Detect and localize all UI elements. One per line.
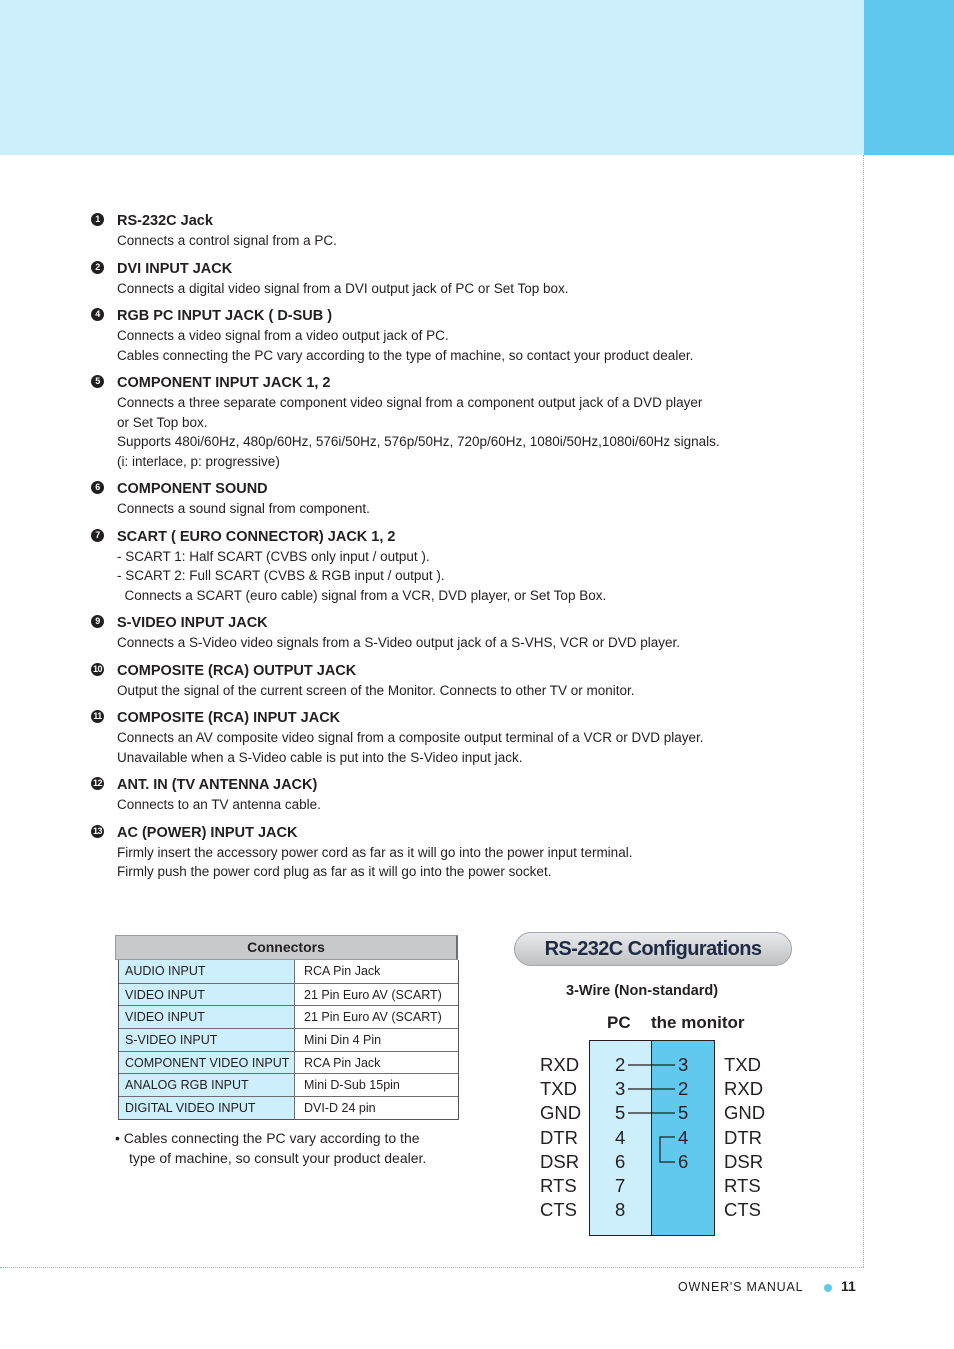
item-description-line: Connects an AV composite video signal from a composite output terminal of a VCR or DVD player. [117, 730, 704, 745]
monitor-pin-number: 6 [678, 1150, 689, 1172]
item-title: SCART ( EURO CONNECTOR) JACK 1, 2 [117, 528, 396, 545]
table-row [119, 983, 458, 1006]
cable-note-line: type of machine, so consult your product dealer. [129, 1149, 427, 1166]
jack-item [90, 527, 790, 606]
monitor-pin-number: 4 [678, 1126, 689, 1148]
item-title: COMPONENT SOUND [117, 481, 268, 497]
jack-item [90, 306, 790, 365]
connector-type-cell: Mini D-Sub 15pin [294, 1074, 458, 1096]
item-description-line: Connects a three separate component video signal from a component output jack of a DVD player [117, 395, 703, 410]
item-number-badge: 5 [91, 375, 104, 388]
item-title: DVI INPUT JACK [117, 260, 233, 277]
item-title: COMPONENT INPUT JACK 1, 2 [117, 375, 331, 391]
pc-pin-number: 7 [615, 1174, 626, 1196]
jack-item [90, 479, 790, 519]
item-description-line: Output the signal of the current screen of the Monitor. Connects to other TV or monitor. [117, 682, 635, 698]
item-description-line: Connects a SCART (euro cable) signal from a VCR, DVD player, or Set Top Box. [117, 587, 607, 603]
jack-item [90, 259, 790, 299]
jack-item [90, 823, 790, 882]
item-description-line: Unavailable when a S-Video cable is put into the S-Video input jack. [117, 749, 523, 765]
jack-item [90, 613, 790, 653]
connector-type-cell: Mini Din 4 Pin [294, 1029, 458, 1051]
item-description-line: Cables connecting the PC vary according to the type of machine, so contact your product dealer. [117, 347, 694, 363]
connector-name-cell: DIGITAL VIDEO INPUT [119, 1097, 294, 1119]
connector-name-cell: ANALOG RGB INPUT [119, 1074, 294, 1096]
pc-signal: DSR [540, 1150, 580, 1172]
monitor-signal: DSR [724, 1150, 764, 1172]
page-border-right [863, 155, 864, 1267]
table-row [119, 1096, 458, 1119]
jack-item [90, 708, 790, 767]
item-description-line: Connects a sound signal from component. [117, 501, 370, 516]
item-number-badge: 10 [92, 663, 102, 674]
pc-pin-number: 2 [615, 1054, 626, 1075]
wire-type-label: 3-Wire (Non-standard) [566, 983, 719, 999]
jack-item [90, 661, 790, 701]
wiring-diagram [620, 1040, 680, 1180]
cable-note-line: • Cables connecting the PC vary according to the [115, 1130, 420, 1146]
connector-name-cell: S-VIDEO INPUT [119, 1029, 294, 1051]
pc-pin-number: 6 [615, 1150, 626, 1172]
jack-item [90, 775, 790, 815]
page-border-bottom [0, 1267, 864, 1268]
connector-name-cell: VIDEO INPUT [119, 984, 294, 1006]
item-title: RS-232C Jack [117, 213, 213, 229]
item-number-badge: 13 [92, 825, 102, 836]
cable-note [115, 1129, 465, 1168]
item-description-line: Connects to an TV antenna cable. [117, 797, 321, 812]
monitor-signal: RTS [724, 1174, 761, 1196]
item-title: ANT. IN (TV ANTENNA JACK) [117, 777, 318, 793]
monitor-signal: TXD [724, 1054, 761, 1075]
item-number-badge: 12 [92, 778, 102, 788]
item-number-badge: 11 [91, 710, 104, 723]
item-description-line: Firmly insert the accessory power cord as far as it will go into the power input terminal. [117, 844, 633, 860]
page-number: 11 [841, 1278, 856, 1294]
monitor-label: the monitor [651, 1013, 745, 1032]
monitor-pin-number: 2 [678, 1078, 689, 1100]
pc-pin-number: 5 [615, 1102, 626, 1124]
item-description-line: Supports 480i/60Hz, 480p/60Hz, 576i/50Hz, 576p/50Hz, 720p/60Hz, 1080i/50Hz,1080i/60Hz signals. [117, 434, 720, 449]
pc-signal: TXD [540, 1078, 577, 1100]
table-row [119, 960, 458, 983]
header-tab [864, 0, 954, 155]
item-description-line: Connects a digital video signal from a DVI output jack of PC or Set Top box. [117, 280, 569, 296]
item-description-line: Connects a S-Video video signals from a S-Video output jack of a S-VHS, VCR or DVD player. [117, 635, 681, 650]
connector-name-cell: VIDEO INPUT [119, 1006, 294, 1028]
pc-signal: DTR [540, 1126, 579, 1148]
connector-type-cell: 21 Pin Euro AV (SCART) [294, 1006, 458, 1028]
monitor-signal-list [724, 1053, 765, 1222]
pc-pin-number: 3 [615, 1078, 626, 1100]
monitor-pin-number: 5 [678, 1102, 689, 1124]
jack-description-list [90, 211, 790, 890]
item-number-badge: 1 [91, 213, 104, 226]
item-number-badge: 4 [91, 308, 104, 321]
connectors-table [115, 935, 458, 1120]
connectors-table-body [118, 960, 459, 1120]
item-title: S-VIDEO INPUT JACK [117, 615, 268, 631]
connector-type-cell: 21 Pin Euro AV (SCART) [294, 984, 458, 1006]
item-description-line: Firmly push the power cord plug as far as it will go into the power socket. [117, 864, 552, 879]
pc-pin-number: 4 [615, 1126, 626, 1148]
pc-signal-list [540, 1053, 581, 1222]
item-number-badge: 2 [91, 261, 104, 274]
item-title: AC (POWER) INPUT JACK [117, 824, 298, 841]
item-number-badge: 6 [91, 481, 104, 494]
pc-signal: GND [540, 1102, 582, 1124]
pc-signal: RXD [540, 1054, 580, 1075]
table-row [119, 1005, 458, 1028]
monitor-signal: CTS [724, 1199, 761, 1221]
item-number-badge: 9 [91, 615, 104, 628]
item-title: RGB PC INPUT JACK ( D-SUB ) [117, 308, 333, 324]
connectors-table-header: Connectors [115, 935, 458, 960]
monitor-pin-number: 3 [678, 1054, 689, 1075]
table-row [119, 1073, 458, 1096]
connector-type-cell: RCA Pin Jack [294, 1052, 458, 1074]
item-description-line: Connects a control signal from a PC. [117, 233, 337, 248]
connector-name-cell: AUDIO INPUT [119, 960, 294, 983]
item-title: COMPOSITE (RCA) INPUT JACK [117, 710, 341, 726]
monitor-signal: DTR [724, 1126, 763, 1148]
pc-signal: RTS [540, 1174, 577, 1196]
item-description-line: - SCART 1: Half SCART (CVBS only input / output ). [117, 548, 430, 564]
connector-type-cell: DVI-D 24 pin [294, 1097, 458, 1119]
connector-type-cell: RCA Pin Jack [294, 960, 458, 983]
monitor-signal: GND [724, 1102, 766, 1124]
jack-item [90, 373, 790, 471]
header-band [0, 0, 864, 155]
item-description-line: Connects a video signal from a video output jack of PC. [117, 328, 449, 343]
rs232-title: RS-232C Configurations [514, 932, 792, 966]
table-row [119, 1051, 458, 1074]
jack-item [90, 211, 790, 251]
footer-dot [824, 1284, 832, 1292]
pc-pin-number: 8 [615, 1199, 626, 1221]
connector-name-cell: COMPONENT VIDEO INPUT [119, 1052, 294, 1074]
pc-label: PC [607, 1013, 631, 1032]
wire-dtr-dsr-loop [660, 1137, 675, 1162]
item-title: COMPOSITE (RCA) OUTPUT JACK [117, 662, 357, 679]
item-description-line: - SCART 2: Full SCART (CVBS & RGB input / output ). [117, 568, 445, 583]
item-description-line: or Set Top box. [117, 414, 208, 430]
item-description-line: (i: interlace, p: progressive) [117, 453, 280, 469]
table-row [119, 1028, 458, 1051]
footer-label: OWNER'S MANUAL [678, 1280, 804, 1294]
pc-signal: CTS [540, 1199, 577, 1221]
monitor-signal: RXD [724, 1078, 764, 1100]
item-number-badge: 7 [91, 529, 104, 542]
